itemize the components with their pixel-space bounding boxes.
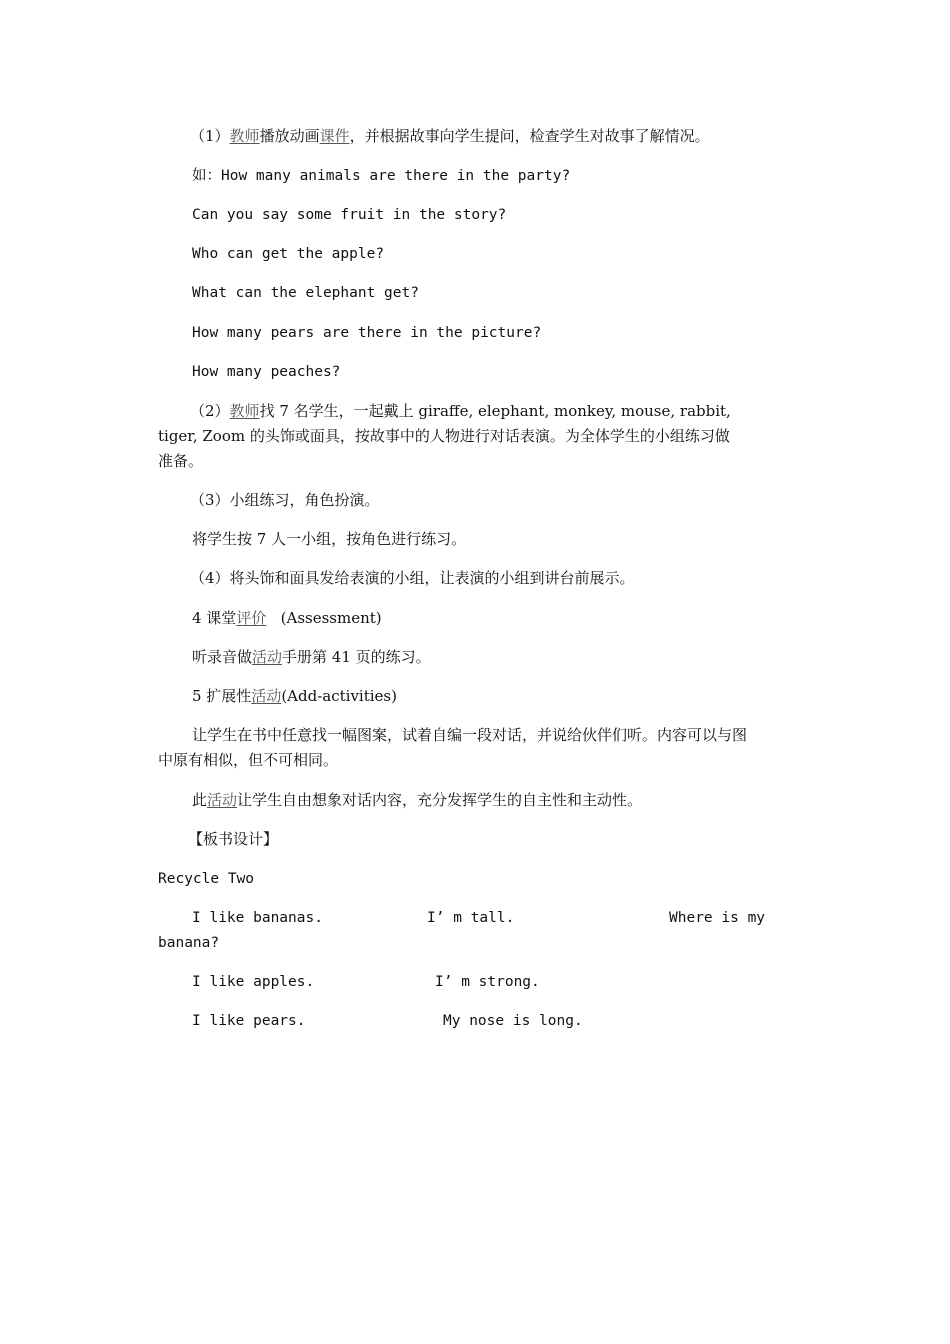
question-1: 如：How many animals are there in the party? (192, 168, 571, 184)
step-1-prefix: （1） (190, 127, 230, 145)
assessment-prefix: 4 课堂 (192, 609, 237, 627)
step-2-prefix: （2） (190, 402, 230, 420)
step-2-rest: 找 7 名学生，一起戴上 giraffe, elephant, monkey, mouse, rabbit, (259, 402, 731, 420)
step-3: （3）小组练习，角色扮演。 (190, 491, 380, 509)
board-row-3-col-b: My nose is long. (443, 1013, 583, 1029)
board-row-1-col-b: I’ m tall. (427, 910, 515, 926)
question-3: Who can get the apple? (192, 246, 385, 262)
extension-prefix: 5 扩展性 (192, 687, 252, 705)
step-4: （4）将头饰和面具发给表演的小组，让表演的小组到讲台前展示。 (190, 569, 635, 587)
listen-exercise (192, 645, 832, 670)
step-1-mid: 播放动画 (259, 127, 320, 145)
question-6: How many peaches? (192, 364, 341, 380)
listen-suffix: 手册第 41 页的练习。 (282, 648, 431, 666)
step-2-line-2: tiger, Zoom 的头饰或面具，按故事中的人物进行对话表演。为全体学生的小组练习做 (158, 427, 730, 445)
assessment-suffix: (Assessment) (266, 609, 382, 627)
extension-heading (192, 684, 832, 709)
activity-link-1[interactable]: 活动 (252, 648, 283, 666)
teacher-link[interactable]: 教师 (229, 127, 260, 145)
purpose-prefix: 此 (192, 791, 208, 809)
extension-detail-line-2: 中原有相似，但不可相同。 (158, 751, 339, 769)
step-3-detail: 将学生按 7 人一小组，按角色进行练习。 (192, 530, 467, 548)
board-row-1-wrap: banana? (158, 935, 220, 951)
activity-link-3[interactable]: 活动 (207, 791, 238, 809)
step-2-line-1 (190, 399, 830, 424)
activity-link-2[interactable]: 活动 (251, 687, 282, 705)
board-row-1-col-c: Where is my (669, 910, 766, 926)
step-1 (190, 124, 830, 149)
extension-suffix: (Add-activities) (281, 687, 397, 705)
step-2-line-3: 准备。 (158, 452, 204, 470)
evaluation-link[interactable]: 评价 (236, 609, 267, 627)
step-1-suffix: ，并根据故事向学生提问，检查学生对故事了解情况。 (349, 127, 710, 145)
extension-detail-line-1: 让学生在书中任意找一幅图案，试着自编一段对话，并说给伙伴们听。内容可以与图 (192, 726, 748, 744)
question-5: How many pears are there in the picture? (192, 325, 542, 341)
question-4: What can the elephant get? (192, 285, 419, 301)
board-row-2-col-a: I like apples. (192, 974, 315, 990)
purpose-suffix: 让学生自由想象对话内容，充分发挥学生的自主性和主动性。 (237, 791, 643, 809)
board-row-2-col-b: I’ m strong. (435, 974, 540, 990)
purpose-line (192, 788, 832, 813)
listen-prefix: 听录音做 (192, 648, 253, 666)
teacher-link-2[interactable]: 教师 (229, 402, 260, 420)
board-row-1-col-a: I like bananas. (192, 910, 323, 926)
board-heading: 【板书设计】 (188, 830, 279, 848)
question-2: Can you say some fruit in the story? (192, 207, 507, 223)
courseware-link[interactable]: 课件 (319, 127, 350, 145)
assessment-heading (192, 606, 832, 631)
board-row-3-col-a: I like pears. (192, 1013, 306, 1029)
board-title: Recycle Two (158, 871, 255, 887)
